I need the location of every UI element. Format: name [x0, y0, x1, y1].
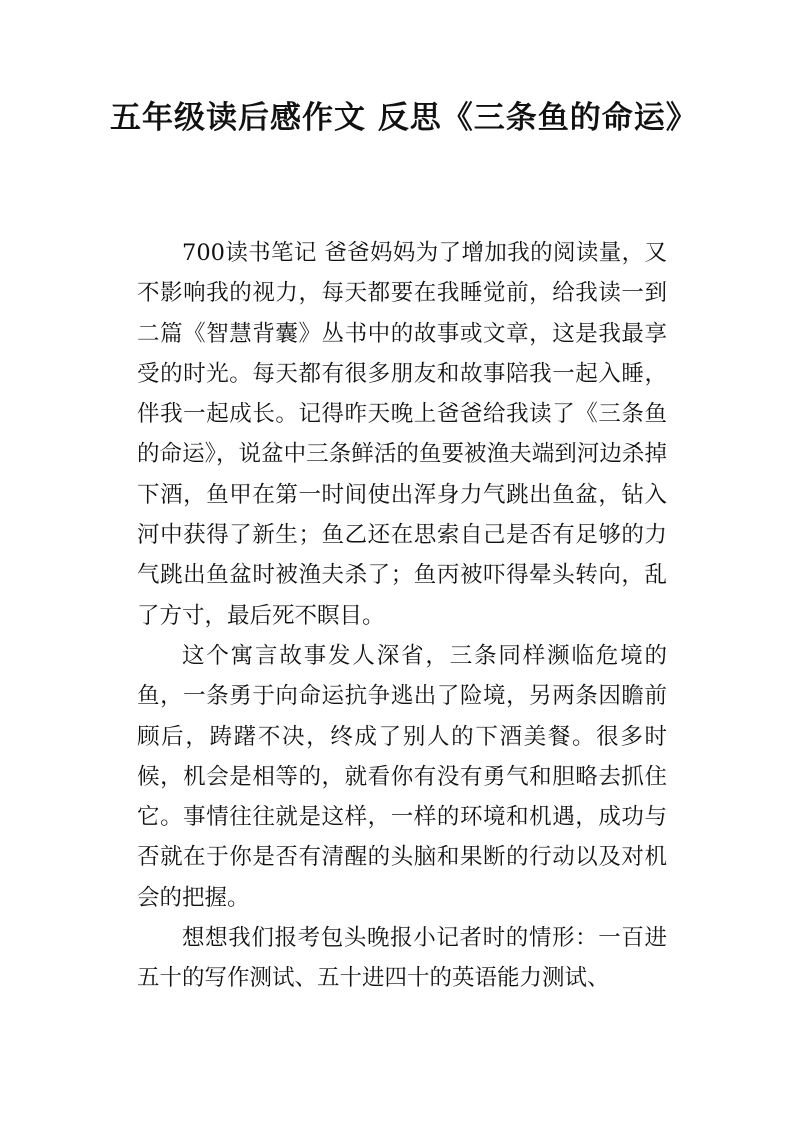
- document-body: [137, 233, 667, 999]
- document-title: 五年级读后感作文 反思《三条鱼的命运》: [110, 100, 698, 136]
- paragraph-3: 想想我们报考包头晚报小记者时的情形：一百进五十的写作测试、五十进四十的英语能力测试、: [137, 925, 667, 992]
- paragraph-1: 700读书笔记 爸爸妈妈为了增加我的阅读量，又不影响我的视力，每天都要在我睡觉前，给我读一到二篇《智慧背囊》丛书中的故事或文章，这是我最享受的时光。每天都有很多朋友和故事陪我一起入睡，伴我一起成长。记得昨天晚上爸爸给我读了《三条鱼的命运》，说盆中三条鲜活的鱼要被渔夫端到河边杀掉下酒，鱼甲在第一时间使出浑身力气跳出鱼盆，钻入河中获得了新生；鱼乙还在思索自己是否有足够的力气跳出鱼盆时被渔夫杀了；鱼丙被吓得晕头转向，乱了方寸，最后死不瞑目。: [137, 240, 667, 629]
- paragraph-2: 这个寓言故事发人深省，三条同样濒临危境的鱼，一条勇于向命运抗争逃出了险境，另两条因瞻前顾后，踌躇不决，终成了别人的下酒美餐。很多时候，机会是相等的，就看你有没有勇气和胆略去抓住它。事情往往就是这样，一样的环境和机遇，成功与否就在于你是否有清醒的头脑和果断的行动以及对机会的把握。: [137, 642, 667, 911]
